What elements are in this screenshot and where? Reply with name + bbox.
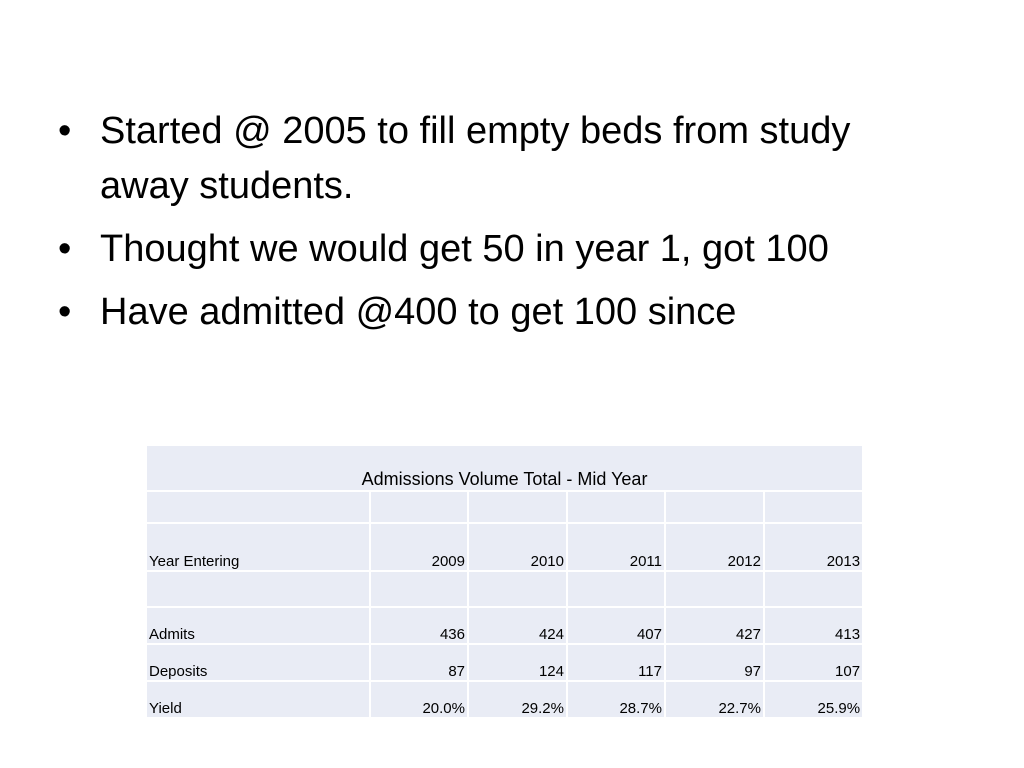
table-cell	[370, 571, 468, 607]
year-header: 2012	[665, 523, 764, 571]
row-label: Admits	[146, 607, 370, 644]
year-header: 2009	[370, 523, 468, 571]
admissions-table	[145, 444, 864, 719]
bullet-list	[58, 104, 938, 348]
table-cell: 407	[567, 607, 665, 644]
bullet-item	[58, 104, 938, 214]
bullet-text: Have admitted @400 to get 100 since	[100, 291, 737, 333]
admissions-table-container	[145, 444, 862, 719]
row-label: Year Entering	[146, 523, 370, 571]
table-cell	[764, 491, 863, 523]
table-row-deposits	[146, 644, 863, 681]
table-cell	[764, 571, 863, 607]
table-cell	[468, 491, 567, 523]
row-label: Deposits	[146, 644, 370, 681]
table-title-row	[146, 445, 863, 491]
table-cell: 28.7%	[567, 681, 665, 718]
table-cell: 436	[370, 607, 468, 644]
table-row	[146, 491, 863, 523]
bullet-text: Thought we would get 50 in year 1, got 100	[100, 228, 829, 270]
table-cell: 107	[764, 644, 863, 681]
table-cell	[665, 571, 764, 607]
bullet-marker: •	[58, 228, 72, 270]
bullet-marker: •	[58, 110, 72, 152]
table-cell	[370, 491, 468, 523]
table-cell	[567, 571, 665, 607]
table-cell: 20.0%	[370, 681, 468, 718]
table-cell: 29.2%	[468, 681, 567, 718]
table-cell: 22.7%	[665, 681, 764, 718]
table-header-row	[146, 523, 863, 571]
bullet-text: Started @ 2005 to fill empty beds from study away students.	[100, 110, 851, 207]
table-cell: 413	[764, 607, 863, 644]
table-cell	[146, 491, 370, 523]
table-title: Admissions Volume Total - Mid Year	[146, 445, 863, 491]
year-header: 2013	[764, 523, 863, 571]
table-cell: 424	[468, 607, 567, 644]
year-header: 2011	[567, 523, 665, 571]
table-cell: 97	[665, 644, 764, 681]
table-cell	[665, 491, 764, 523]
bullet-item	[58, 222, 938, 277]
table-row-admits	[146, 607, 863, 644]
table-row	[146, 571, 863, 607]
table-row-yield	[146, 681, 863, 718]
table-cell: 117	[567, 644, 665, 681]
table-cell: 427	[665, 607, 764, 644]
table-cell	[468, 571, 567, 607]
table-cell: 87	[370, 644, 468, 681]
table-cell	[567, 491, 665, 523]
row-label: Yield	[146, 681, 370, 718]
table-cell: 124	[468, 644, 567, 681]
table-cell	[146, 571, 370, 607]
year-header: 2010	[468, 523, 567, 571]
bullet-item	[58, 285, 938, 340]
table-cell: 25.9%	[764, 681, 863, 718]
bullet-marker: •	[58, 291, 72, 333]
